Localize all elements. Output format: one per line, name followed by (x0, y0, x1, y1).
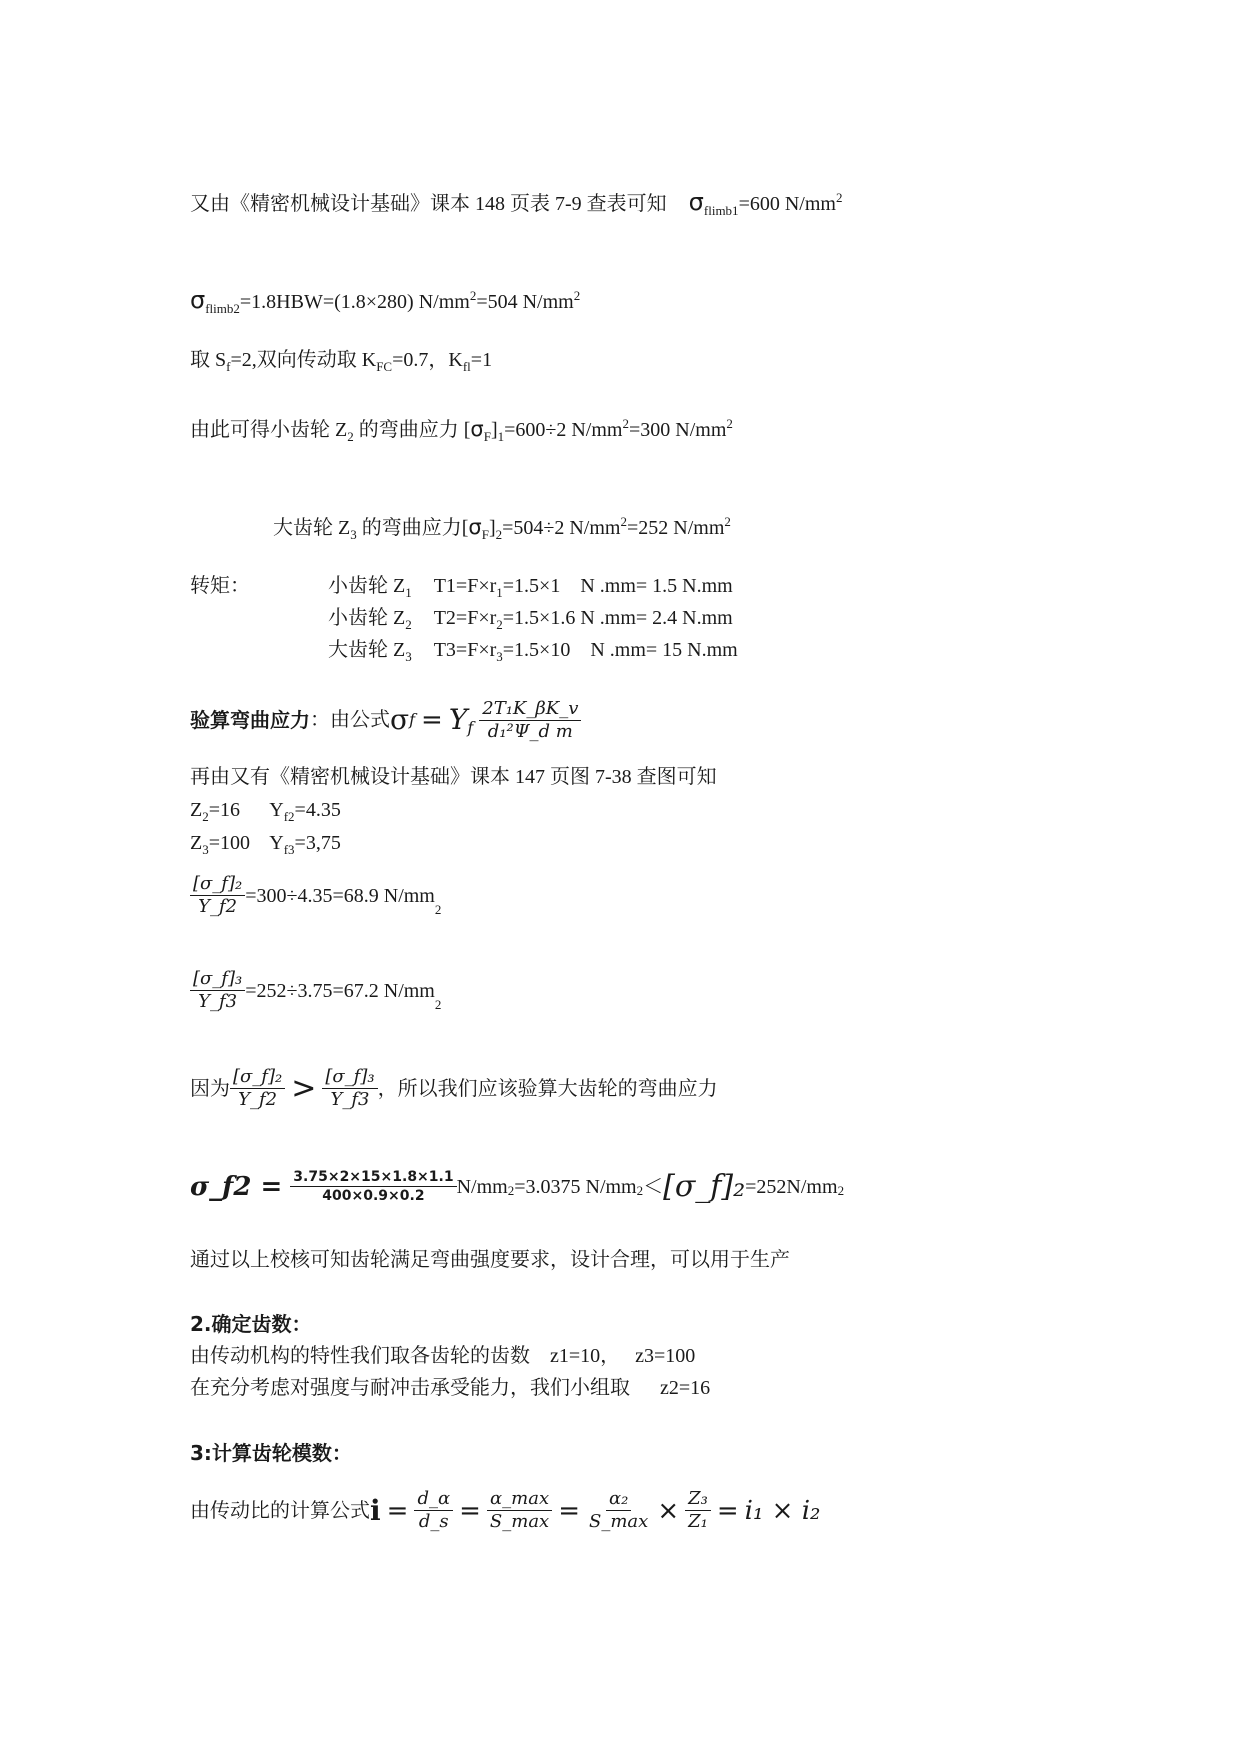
para-sigma-flimb1: 又由《精密机械设计基础》课本 148 页表 7-9 查表可知 $\sigma_{flimb1}=600$ $N/mm^2$ (190, 188, 843, 218)
comparison-line: 因为 $\frac{\text{[σ\_f]₂}}{Y\_f2}$ > $\frac{\text{[σ\_f]₃}}{Y\_f3}$ ，所以我们应该验算大齿轮的弯曲应力 (190, 1066, 718, 1110)
z2-yf2: $Z_2=16$ $Y_{f2}=4.35$ (190, 799, 341, 824)
para-sigma-flimb2: $\sigma_{flimb2}=1.8HBW=(1.8\times 280)$ $N/mm^2=504$ $N/mm^2$ (190, 286, 581, 316)
torque-row: 小齿轮 $Z_1$ $T1=F\times r_1=1.5\times 1$ N .mm= 1.5 N.mm (328, 575, 733, 600)
section-2-line-2: 在充分考虑对强度与耐冲击承受能力，我们小组取 z2=16 (190, 1377, 711, 1399)
torque-row: 小齿轮 $Z_2$ $T2=F\times r_2=1.5\times 1.6$ N .mm= 2.4 N.mm (328, 607, 733, 632)
torque-label: 转矩： (190, 575, 250, 597)
ratio-gear2: $\frac{\text{[σ\_f]₂}}{Y\_f2}$ =300÷4.35=68.9 N/mm 2 (190, 875, 441, 916)
z3-yf3: $Z_3=100$ $Y_{f3}=3,75$ (190, 832, 341, 857)
ratio-gear3: $\frac{\text{[σ\_f]₃}}{Y\_f3}$ =252÷3.75=67.2 N/mm 2 (190, 970, 441, 1011)
verify-bending-formula: 验算弯曲应力 ：由公式 σ f = Y f $\frac{\text{2T₁K\_βK\_v}}{\text{d₁²Ψ\_d m}}$ (190, 692, 581, 748)
para-chart-reference: 再由又有《精密机械设计基础》课本 147 页图 7-38 查图可知 (190, 766, 717, 788)
conclusion: 通过以上校核可知齿轮满足弯曲强度要求，设计合理，可以用于生产 (190, 1249, 790, 1271)
para-small-gear-stress: 由此可得小齿轮 $Z_2$ 的弯曲应力 $[\sigma_F]_1=600\div 2$ $N/mm^2=300$ $N/mm^2$ (190, 416, 733, 444)
sigma-f2-check: σ_f2 = $\frac{3.75\times 2\times 15\times 1.8\times 1.1}{400\times 0.9\times 0.2}$ N/mm 2 =3.0375 N/mm 2 ＜ [σ_f]₂ =252N/mm 2 (190, 1168, 845, 1204)
para-large-gear-stress: 大齿轮 $Z_3$ 的弯曲应力$[\sigma_F]_2=504\div 2$ $N/mm^2=252$ $N/mm^2$ (273, 514, 731, 542)
transmission-ratio-formula: 由传动比的计算公式 i = $\frac{d\_\alpha}{d\_s}$ = $\frac{\alpha\_\max}{S\_\max}$ = $\frac{\text{α₂}}{S\_\max}$ × $\frac{\text{Z₃}}{\text{Z₁}}$ = i₁ × i₂ (190, 1488, 821, 1532)
bending-fraction: $\frac{\text{2T₁K\_βK\_v}}{\text{d₁²Ψ\_d m}}$ (479, 700, 581, 741)
section-2-heading: 2.确定齿数： (190, 1312, 312, 1336)
section-2-line-1: 由传动机构的特性我们取各齿轮的齿数 z1=10， z3=100 (190, 1345, 696, 1367)
section-3-heading: 3:计算齿轮模数： (190, 1441, 352, 1465)
torque-row: 大齿轮 $Z_3$ $T3=F\times r_3=1.5\times 10$ N .mm= 15 N.mm (328, 639, 738, 664)
para-safety-factor: 取 $S_f=2$,双向传动取 $K_{FC}=0.7$，$K_{fl}=1$ (190, 349, 493, 374)
